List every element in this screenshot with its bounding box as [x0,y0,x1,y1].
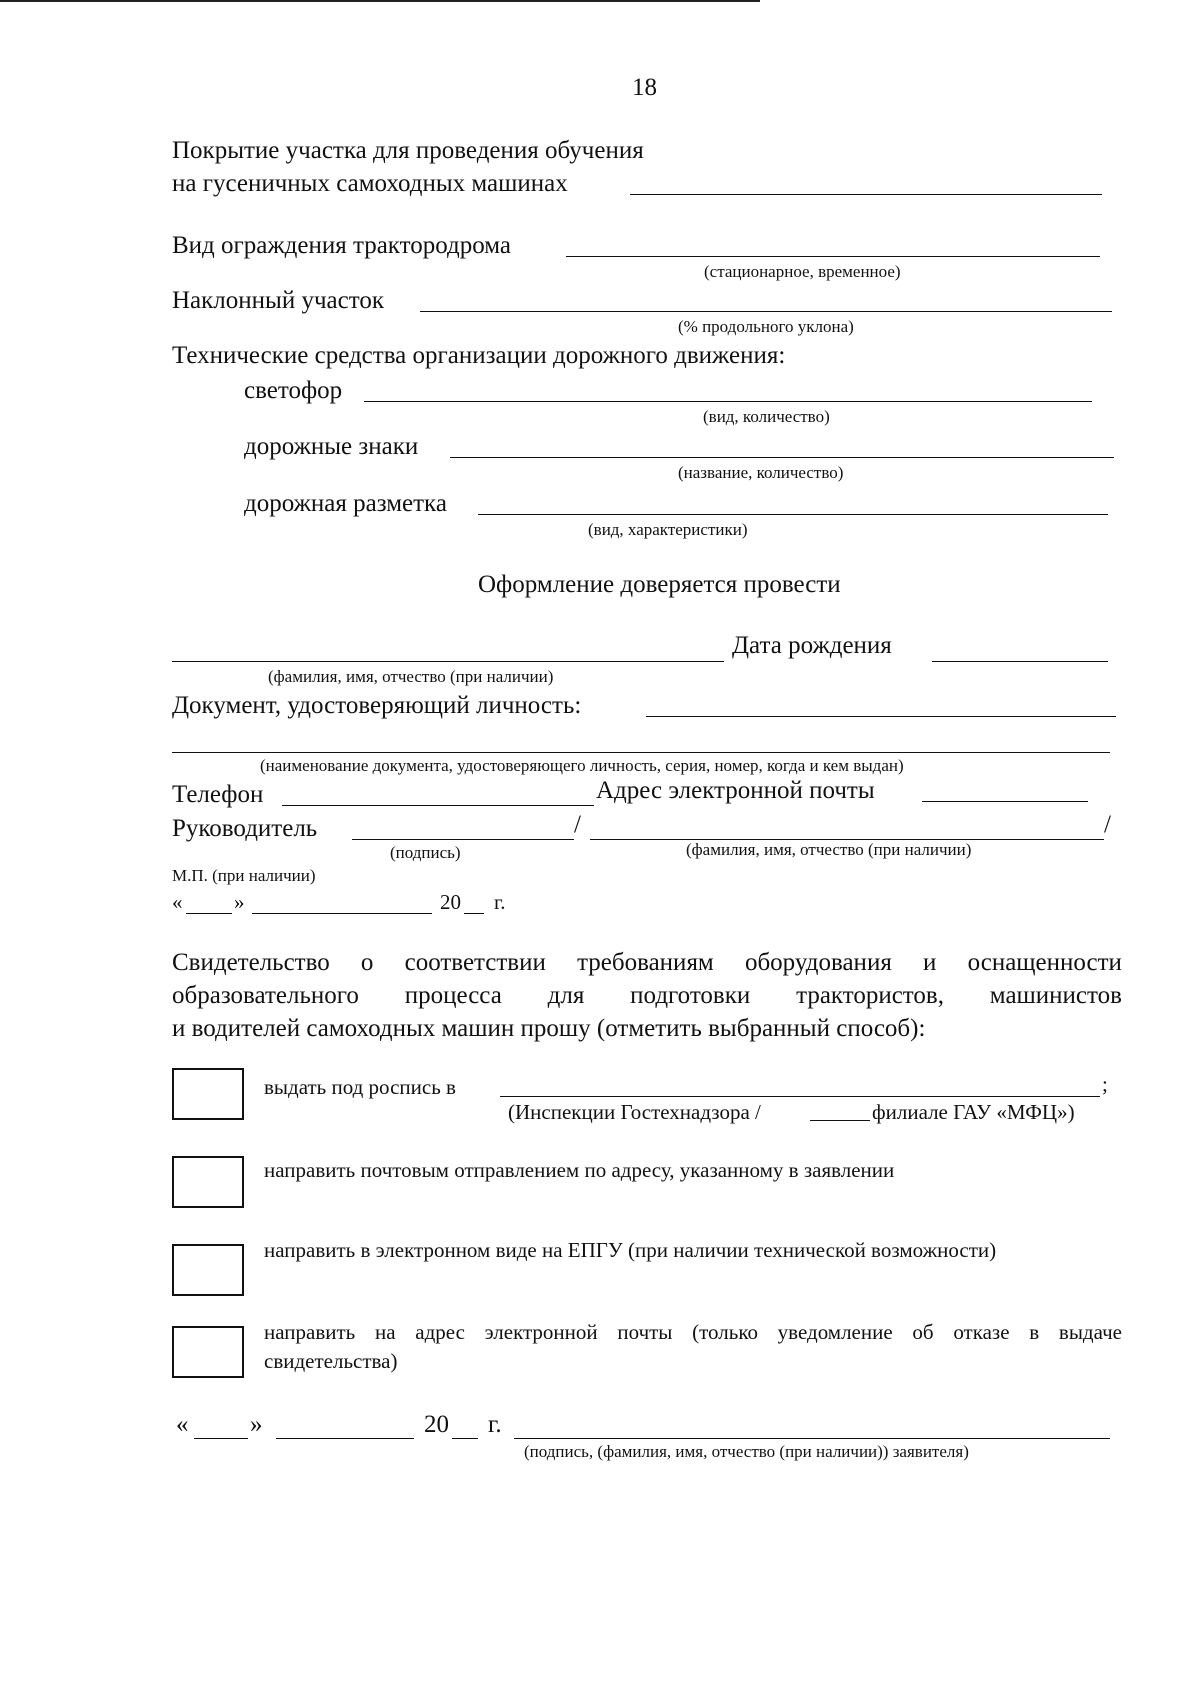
para-word: для [547,982,585,1009]
trustee-fio-input-line[interactable] [172,661,724,662]
option-word: отказе [953,1320,1010,1344]
traffic-light-hint: (вид, количество) [703,407,830,426]
option-word: направить [264,1320,356,1344]
option-label-in-person: выдать под роспись в [264,1075,456,1099]
applicant-signature-input-line[interactable] [514,1438,1110,1439]
slash-separator-end: / [1104,811,1111,838]
para-word: машинистов [989,982,1122,1009]
option-word: об [912,1320,934,1344]
month-input-line[interactable] [252,913,432,914]
para-word: оснащенности [967,949,1122,976]
option-word: адрес [415,1320,465,1344]
birth-date-label: Дата рождения [732,632,892,659]
page-number: 18 [632,74,657,101]
id-document-input-line-2[interactable] [172,752,1110,753]
office-hint-gap-line [810,1120,870,1121]
certificate-paragraph [172,946,1122,1045]
para-word: о [360,949,374,976]
phone-label: Телефон [172,781,264,808]
date-quote-open: « [172,890,183,914]
option-word: (только [692,1320,758,1344]
coating-label-line2: на гусеничных самоходных машинах [172,170,568,197]
fence-type-label: Вид ограждения трактородрома [172,232,511,259]
footer-month-input-line[interactable] [276,1438,414,1439]
option-word: в [1029,1320,1040,1344]
road-marking-label: дорожная разметка [244,490,447,517]
phone-input-line[interactable] [282,805,594,806]
head-signature-hint: (подпись) [390,843,461,862]
option-label-epgu: направить в электронном виде на ЕПГУ (при наличии технической возможности) [264,1238,997,1262]
option-word: электронной [484,1320,598,1344]
footer-year-prefix: 20 [424,1411,449,1438]
issuing-office-input-line[interactable] [500,1096,1100,1097]
office-hint-inspection: (Инспекции Гостехнадзора / [508,1100,761,1124]
option-checkbox-epgu[interactable] [172,1244,244,1296]
fence-type-input-line[interactable] [566,256,1100,257]
stamp-label: М.П. (при наличии) [172,866,316,885]
para-word: и [923,949,937,976]
footer-year-suffix: г. [488,1411,502,1438]
year-suffix: г. [494,890,506,914]
page-top-edge [0,0,760,2]
head-label: Руководитель [172,815,318,842]
day-input-line[interactable] [186,913,232,914]
slope-input-line[interactable] [420,311,1112,312]
slope-label: Наклонный участок [172,287,384,314]
trustee-section-heading: Оформление доверяется провести [478,571,841,598]
option-word: выдаче [1058,1320,1122,1344]
birth-date-input-line[interactable] [932,661,1108,662]
id-document-input-line[interactable] [646,716,1116,717]
option-checkbox-in-person[interactable] [172,1068,244,1120]
road-marking-hint: (вид, характеристики) [588,520,748,539]
para-word: оборудования [744,949,892,976]
traffic-light-input-line[interactable] [364,401,1092,402]
footer-day-input-line[interactable] [194,1438,248,1439]
road-signs-input-line[interactable] [450,457,1114,458]
coating-label-line1: Покрытие участка для проведения обучения [172,137,644,164]
para-line-3: и водителей самоходных машин прошу (отметить выбранный способ): [172,1015,926,1042]
id-document-label: Документ, удостоверяющий личность: [172,692,582,719]
road-marking-input-line[interactable] [478,514,1108,515]
applicant-signature-hint: (подпись, (фамилия, имя, отчество (при наличии)) заявителя) [524,1442,969,1461]
option-checkbox-post[interactable] [172,1156,244,1208]
date-quote-close: » [234,890,245,914]
fence-type-hint: (стационарное, временное) [704,262,901,281]
traffic-light-label: светофор [244,377,343,404]
footer-year-input-line[interactable] [452,1438,478,1439]
head-fio-hint: (фамилия, имя, отчество (при наличии) [686,840,972,859]
footer-date-quote-open: « [176,1411,189,1438]
slash-separator: / [574,811,581,838]
road-signs-label: дорожные знаки [244,433,419,460]
option-label-post: направить почтовым отправлением по адресу, указанному в заявлении [264,1158,895,1182]
option-word: на [374,1320,396,1344]
option-email-line-2: свидетельства) [264,1349,398,1373]
slope-hint: (% продольного уклона) [678,317,854,336]
para-word: требованиям [577,949,714,976]
year-input-line[interactable] [464,913,484,914]
year-prefix: 20 [440,890,461,914]
email-input-line[interactable] [922,801,1088,802]
trustee-fio-hint: (фамилия, имя, отчество (при наличии) [268,667,554,686]
para-word: Свидетельство [172,949,330,976]
head-signature-input-line[interactable] [352,839,574,840]
email-label: Адрес электронной почты [596,777,875,804]
option-1-semicolon: ; [1102,1072,1108,1096]
option-word: уведомление [777,1320,893,1344]
para-word: подготовки [630,982,751,1009]
option-label-email [264,1320,1122,1374]
road-signs-hint: (название, количество) [678,463,844,482]
option-word: почты [617,1320,673,1344]
footer-date-quote-close: » [250,1411,263,1438]
id-document-hint: (наименование документа, удостоверяющего личность, серия, номер, когда и кем выдан) [260,756,904,775]
coating-input-line[interactable] [630,194,1102,195]
para-word: процесса [404,982,502,1009]
para-word: образовательного [172,982,359,1009]
para-word: трактористов, [796,982,944,1009]
traffic-means-label: Технические средства организации дорожного движения: [172,342,786,369]
option-checkbox-email[interactable] [172,1326,244,1378]
para-word: соответствии [404,949,546,976]
office-hint-mfc: филиале ГАУ «МФЦ») [872,1100,1075,1124]
